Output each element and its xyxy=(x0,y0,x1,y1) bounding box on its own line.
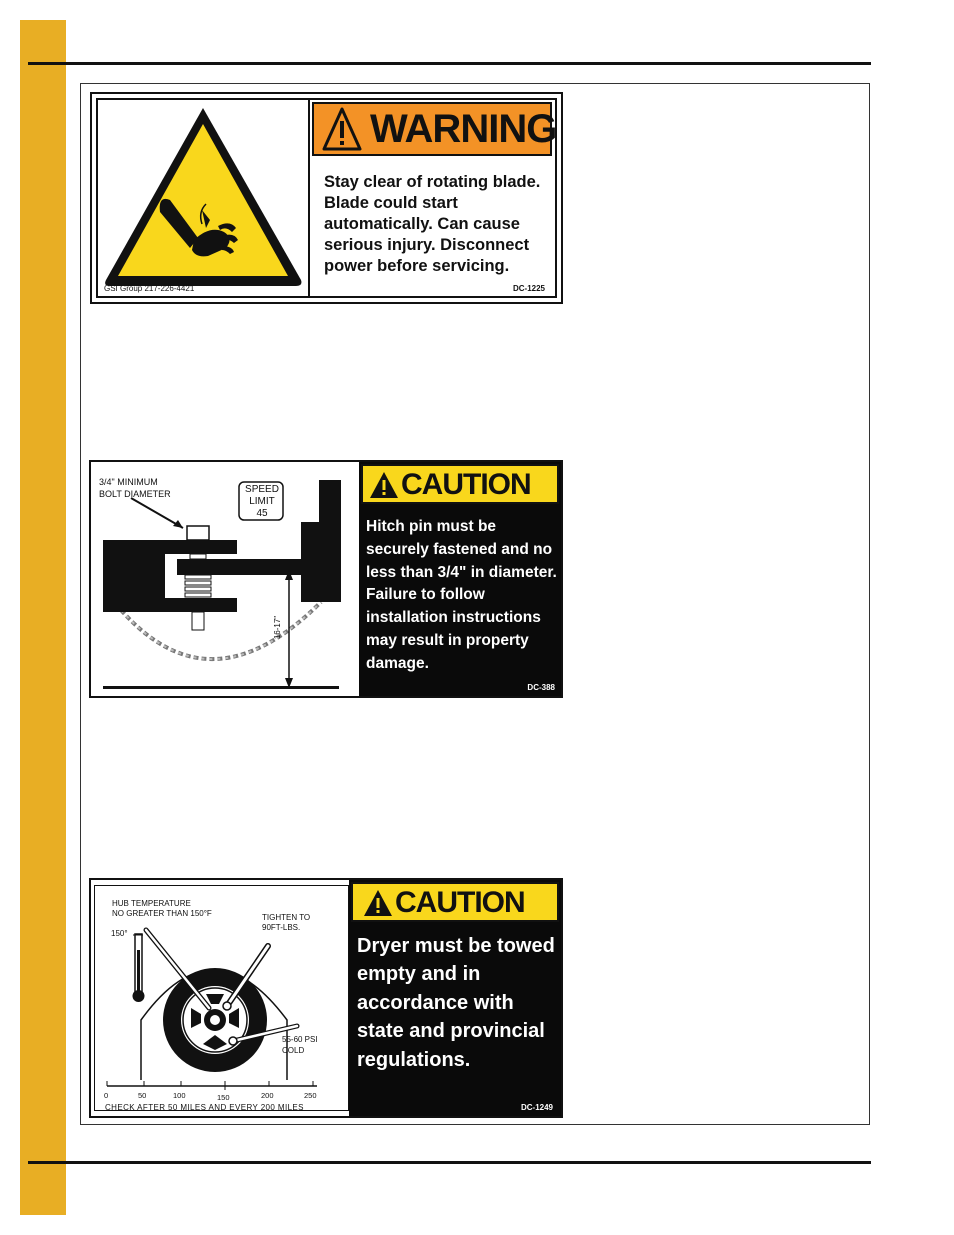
tow-caution-header-text: CAUTION xyxy=(395,886,525,919)
speed-sign-line1: SPEED xyxy=(245,484,279,495)
bolt-label-line1: 3/4" MINIMUM xyxy=(99,477,158,487)
speed-sign-line2: LIMIT xyxy=(249,496,275,507)
speed-sign-line3: 45 xyxy=(256,508,268,519)
height-label: 16-17" xyxy=(273,615,283,640)
warning-decal-inner xyxy=(96,98,557,298)
torque-label-line1: TIGHTEN TO xyxy=(262,913,311,922)
alert-triangle-icon xyxy=(363,889,393,917)
warning-header xyxy=(312,102,557,156)
hub-temp-label-line2: NO GREATER THAN 150°F xyxy=(112,909,212,918)
hub-temp-label-line1: HUB TEMPERATURE xyxy=(112,899,191,908)
footer-rule xyxy=(28,1161,871,1164)
bolt-label-line2: BOLT DIAMETER xyxy=(99,489,171,499)
hitch-caution-panel xyxy=(359,462,561,696)
scale-tick-label: 0 xyxy=(104,1091,109,1100)
tow-caution-panel xyxy=(349,880,561,1116)
warning-message: Stay clear of rotating blade. Blade could start automatically. Can cause serious injury. Disconnect power before servicing. xyxy=(324,173,541,275)
alert-triangle-icon xyxy=(322,107,362,151)
hitch-decal-code: DC-388 xyxy=(527,683,555,692)
scale-tick-label: 200 xyxy=(261,1091,274,1100)
rotating-blade-hazard-icon xyxy=(98,100,308,300)
alert-triangle-icon xyxy=(369,471,399,499)
check-note: CHECK AFTER 50 MILES AND EVERY 200 MILES xyxy=(105,1103,304,1112)
warning-decal xyxy=(90,92,563,304)
header-rule xyxy=(28,62,871,65)
company-info: GSI Group 217-226-4421 xyxy=(104,284,195,293)
hitch-caution-header-text: CAUTION xyxy=(401,468,531,501)
scale-tick-label: 100 xyxy=(173,1091,186,1100)
hitch-caution-header xyxy=(361,464,559,504)
warning-symbol-panel xyxy=(98,100,310,296)
page-side-tab xyxy=(20,20,66,1215)
scale-tick-label: 250 xyxy=(304,1091,317,1100)
tow-caution-message: Dryer must be towed empty and in accordance with state and provincial regulations. xyxy=(357,935,555,1071)
pressure-label-line1: 55-60 PSI xyxy=(282,1035,318,1044)
hitch-caution-message: Hitch pin must be securely fastened and no less than 3/4" in diameter. Failure to follow installation instructions may result in property damage. xyxy=(366,518,557,672)
tow-decal-code: DC-1249 xyxy=(520,1103,553,1112)
temp-mark-label: 150° xyxy=(111,929,128,938)
pressure-label-line2: COLD xyxy=(282,1046,305,1055)
hitch-caution-decal xyxy=(89,460,563,698)
scale-tick-label: 50 xyxy=(138,1091,147,1100)
tow-caution-header xyxy=(351,882,559,922)
warning-decal-code: DC-1225 xyxy=(512,284,545,293)
warning-header-text: WARNING xyxy=(370,107,557,151)
torque-label-line2: 90FT-LBS. xyxy=(262,923,301,932)
tow-caution-decal xyxy=(89,878,563,1118)
scale-tick-label: 150 xyxy=(217,1093,230,1102)
